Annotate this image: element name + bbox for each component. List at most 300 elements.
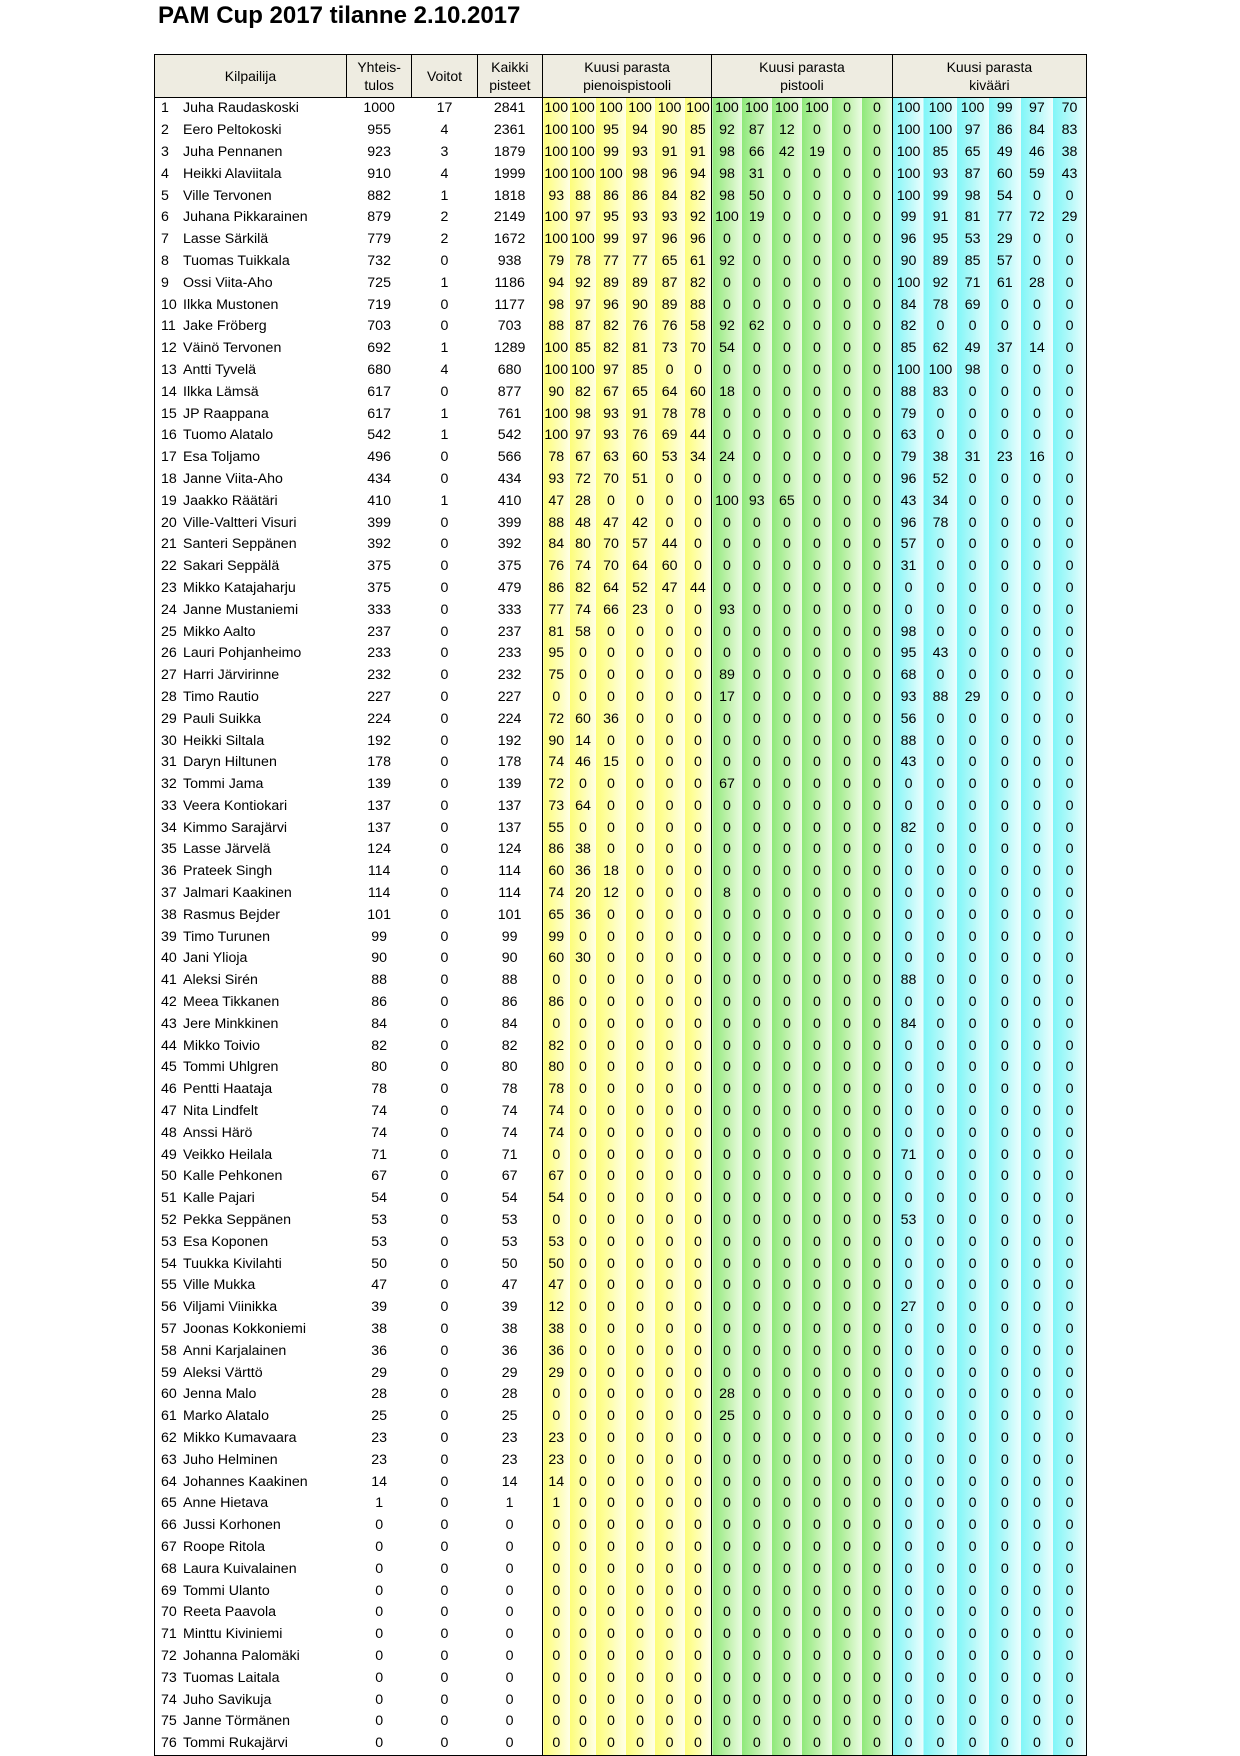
wins-cell: 2 — [440, 209, 449, 226]
air-pistol-cell: 0 — [655, 512, 685, 534]
competitor-cell — [155, 1624, 347, 1646]
air-pistol-cell: 0 — [655, 1428, 685, 1450]
air-pistol-cell: 0 — [655, 1689, 685, 1711]
wins-cell: 1 — [440, 427, 449, 444]
air-pistol-cell: 80 — [543, 1057, 570, 1079]
pistol-cell: 0 — [832, 316, 862, 338]
air-pistol-cell: 67 — [543, 1166, 570, 1188]
wins-cell: 0 — [440, 688, 449, 705]
rifle-cell: 0 — [924, 1646, 956, 1668]
all-points-cell: 1186 — [494, 274, 525, 291]
rifle-cell: 0 — [924, 817, 956, 839]
pistol-cell: 0 — [742, 1297, 772, 1319]
rank: 47 — [161, 1103, 177, 1120]
rank: 7 — [161, 231, 169, 248]
rifle-cell: 0 — [924, 316, 956, 338]
rank: 72 — [161, 1647, 177, 1664]
all-points-cell: 53 — [501, 1212, 518, 1229]
wins-cell: 0 — [440, 928, 449, 945]
rifle-cell: 95 — [892, 643, 924, 665]
air-pistol-cell: 0 — [626, 1515, 655, 1537]
air-pistol-cell: 0 — [596, 1515, 625, 1537]
rifle-cell: 0 — [892, 1449, 924, 1471]
pistol-cell: 17 — [712, 687, 742, 709]
rifle-cell: 59 — [1021, 163, 1053, 185]
rifle-cell: 0 — [924, 926, 956, 948]
pistol-cell: 0 — [832, 360, 862, 382]
rifle-cell: 0 — [989, 643, 1021, 665]
rifle-cell: 0 — [892, 1624, 924, 1646]
rifle-cell: 57 — [892, 534, 924, 556]
pistol-cell: 0 — [772, 294, 802, 316]
rifle-cell: 49 — [989, 142, 1021, 164]
rank: 23 — [161, 579, 177, 596]
pistol-cell: 0 — [832, 1362, 862, 1384]
pistol-cell: 0 — [772, 578, 802, 600]
air-pistol-cell: 80 — [570, 534, 597, 556]
pistol-cell: 0 — [772, 1188, 802, 1210]
rifle-cell: 0 — [989, 861, 1021, 883]
air-pistol-cell: 0 — [626, 1580, 655, 1602]
air-pistol-cell: 0 — [570, 1362, 597, 1384]
competitor-cell — [155, 229, 347, 251]
table-row — [155, 338, 1087, 360]
rifle-cell: 70 — [1053, 98, 1086, 120]
air-pistol-cell: 0 — [596, 730, 625, 752]
wins-cell: 1 — [440, 187, 449, 204]
rifle-cell: 88 — [892, 970, 924, 992]
rifle-cell: 0 — [1021, 883, 1053, 905]
rifle-cell: 57 — [989, 251, 1021, 273]
rank: 73 — [161, 1669, 177, 1686]
pistol-cell: 0 — [802, 839, 832, 861]
rank: 56 — [161, 1299, 177, 1316]
wins-cell: 1 — [440, 492, 449, 509]
pistol-cell: 0 — [862, 1384, 892, 1406]
pistol-cell: 0 — [862, 665, 892, 687]
rifle-cell: 0 — [957, 948, 989, 970]
air-pistol-cell: 47 — [655, 578, 685, 600]
pistol-cell: 0 — [832, 1711, 862, 1733]
competitor-cell — [155, 643, 347, 665]
rifle-cell: 0 — [892, 1275, 924, 1297]
pistol-cell: 0 — [862, 1253, 892, 1275]
rifle-cell: 97 — [1021, 98, 1053, 120]
pistol-cell: 0 — [742, 1231, 772, 1253]
air-pistol-cell: 60 — [543, 948, 570, 970]
pistol-cell: 0 — [832, 1493, 862, 1515]
pistol-cell: 0 — [772, 752, 802, 774]
total-cell: 78 — [371, 1081, 388, 1098]
air-pistol-cell: 0 — [626, 1711, 655, 1733]
wins-cell: 0 — [440, 710, 449, 727]
air-pistol-cell: 0 — [685, 1079, 712, 1101]
pistol-cell: 0 — [772, 1580, 802, 1602]
air-pistol-cell: 60 — [570, 708, 597, 730]
pistol-cell: 0 — [862, 1210, 892, 1232]
air-pistol-cell: 74 — [570, 599, 597, 621]
pistol-cell: 0 — [742, 1537, 772, 1559]
pistol-cell: 0 — [802, 1101, 832, 1123]
rifle-cell: 0 — [957, 1558, 989, 1580]
rifle-cell: 0 — [957, 1646, 989, 1668]
pistol-cell: 0 — [832, 185, 862, 207]
pistol-cell: 0 — [742, 1166, 772, 1188]
competitor-name: Tommi Ulanto — [183, 1582, 270, 1599]
rifle-cell: 52 — [924, 469, 956, 491]
total-cell: 227 — [367, 688, 391, 705]
rifle-cell: 0 — [1053, 1275, 1086, 1297]
competitor-name: Lauri Pohjanheimo — [183, 645, 302, 662]
rifle-cell: 0 — [1053, 752, 1086, 774]
rifle-cell: 0 — [924, 1101, 956, 1123]
wins-cell: 0 — [440, 819, 449, 836]
rifle-cell: 0 — [957, 817, 989, 839]
pistol-cell: 100 — [802, 98, 832, 120]
pistol-cell: 0 — [862, 1035, 892, 1057]
wins-cell: 0 — [440, 1342, 449, 1359]
total-header: Yhteis- tulos — [346, 55, 411, 98]
pistol-cell: 0 — [862, 120, 892, 142]
rank: 43 — [161, 1015, 177, 1032]
rifle-cell: 0 — [1021, 774, 1053, 796]
total-cell: 101 — [367, 906, 391, 923]
rifle-cell: 0 — [989, 1079, 1021, 1101]
pistol-cell: 0 — [862, 1580, 892, 1602]
air-pistol-cell: 0 — [685, 643, 712, 665]
pistol-cell: 0 — [802, 534, 832, 556]
rifle-cell: 0 — [924, 1057, 956, 1079]
table-row — [155, 1101, 1087, 1123]
all-points-cell: 82 — [501, 1037, 518, 1054]
air-pistol-cell: 0 — [543, 1210, 570, 1232]
competitor-cell — [155, 490, 347, 512]
pistol-cell: 0 — [862, 229, 892, 251]
all-points-cell: 479 — [497, 579, 522, 596]
air-pistol-cell: 0 — [543, 1515, 570, 1537]
air-pistol-cell: 0 — [570, 1319, 597, 1341]
air-pistol-cell: 14 — [543, 1471, 570, 1493]
pistol-cell: 0 — [742, 403, 772, 425]
pistol-cell: 0 — [802, 338, 832, 360]
air-pistol-cell: 74 — [570, 556, 597, 578]
pistol-cell: 0 — [712, 817, 742, 839]
pistol-cell: 0 — [712, 1253, 742, 1275]
wins-cell: 0 — [440, 1691, 449, 1708]
pistol-cell: 0 — [802, 926, 832, 948]
competitor-name: Daryn Hiltunen — [183, 754, 277, 771]
pistol-cell: 0 — [742, 970, 772, 992]
rifle-cell: 0 — [892, 1428, 924, 1450]
table-row — [155, 1646, 1087, 1668]
table-row — [155, 512, 1087, 534]
rifle-cell: 0 — [1021, 992, 1053, 1014]
pistol-cell: 66 — [742, 142, 772, 164]
competitor-cell — [155, 142, 347, 164]
rifle-cell: 62 — [924, 338, 956, 360]
rifle-cell: 96 — [892, 512, 924, 534]
rifle-cell: 88 — [924, 687, 956, 709]
air-pistol-cell: 84 — [655, 185, 685, 207]
total-cell: 542 — [367, 427, 391, 444]
pistol-cell: 25 — [712, 1406, 742, 1428]
rank: 61 — [161, 1408, 177, 1425]
pistol-cell: 0 — [802, 970, 832, 992]
table-row — [155, 1166, 1087, 1188]
air-pistol-cell: 0 — [596, 1013, 625, 1035]
air-pistol-cell: 0 — [685, 1580, 712, 1602]
rifle-cell: 0 — [989, 1580, 1021, 1602]
pistol-cell: 0 — [832, 1471, 862, 1493]
air-pistol-cell: 0 — [655, 1384, 685, 1406]
rifle-cell: 0 — [1053, 534, 1086, 556]
competitor-name: Juha Raudaskoski — [183, 100, 299, 117]
wins-cell: 0 — [440, 579, 449, 596]
air-pistol-cell: 0 — [570, 643, 597, 665]
competitor-cell — [155, 1471, 347, 1493]
pistol-cell: 0 — [742, 360, 772, 382]
table-row — [155, 1406, 1087, 1428]
air-pistol-cell: 0 — [626, 1013, 655, 1035]
pistol-cell: 0 — [832, 1231, 862, 1253]
table-row — [155, 1471, 1087, 1493]
standings-table — [154, 54, 1087, 1756]
air-pistol-cell: 87 — [570, 316, 597, 338]
pistol-cell: 0 — [742, 229, 772, 251]
air-pistol-cell: 0 — [685, 730, 712, 752]
air-pistol-cell: 0 — [626, 839, 655, 861]
competitor-cell — [155, 469, 347, 491]
pistol-cell: 0 — [742, 643, 772, 665]
rifle-cell: 0 — [892, 1689, 924, 1711]
total-cell: 617 — [367, 405, 391, 422]
air-pistol-cell: 0 — [655, 1733, 685, 1755]
air-pistol-cell: 96 — [596, 294, 625, 316]
air-pistol-cell: 0 — [596, 1449, 625, 1471]
rifle-cell: 0 — [957, 1101, 989, 1123]
rifle-cell: 0 — [924, 1253, 956, 1275]
all-points-cell: 178 — [497, 754, 522, 771]
rank: 76 — [161, 1735, 177, 1752]
pistol-cell: 0 — [772, 1449, 802, 1471]
competitor-name: Juha Pennanen — [183, 143, 283, 160]
air-pistol-cell: 0 — [596, 1188, 625, 1210]
rifle-cell: 0 — [957, 1231, 989, 1253]
rifle-cell: 100 — [892, 120, 924, 142]
air-pistol-cell: 0 — [596, 1319, 625, 1341]
pistol-cell: 0 — [772, 251, 802, 273]
competitor-cell — [155, 381, 347, 403]
all-points-cell: 137 — [497, 797, 522, 814]
competitor-name: Heikki Alaviitala — [183, 165, 282, 182]
rifle-cell: 0 — [957, 1667, 989, 1689]
wins-cell: 0 — [440, 1538, 449, 1555]
air-pistol-cell: 0 — [570, 992, 597, 1014]
pistol-cell: 0 — [742, 1188, 772, 1210]
rifle-cell: 0 — [924, 1013, 956, 1035]
rank: 27 — [161, 667, 177, 684]
rank: 71 — [161, 1626, 177, 1643]
rifle-cell: 0 — [989, 1646, 1021, 1668]
competitor-cell — [155, 251, 347, 273]
air-pistol-cell: 99 — [596, 229, 625, 251]
air-pistol-cell: 86 — [543, 992, 570, 1014]
rifle-cell: 0 — [1053, 1384, 1086, 1406]
rifle-cell: 0 — [1021, 1646, 1053, 1668]
air-pistol-cell: 0 — [626, 1471, 655, 1493]
rank: 5 — [161, 187, 169, 204]
all-points-cell: 137 — [497, 819, 522, 836]
rifle-cell: 0 — [1053, 861, 1086, 883]
pistol-cell: 0 — [832, 490, 862, 512]
air-pistol-cell: 64 — [596, 578, 625, 600]
pistol-cell: 0 — [802, 1689, 832, 1711]
air-pistol-cell: 65 — [655, 251, 685, 273]
all-points-cell: 192 — [497, 732, 522, 749]
air-pistol-cell: 0 — [626, 1384, 655, 1406]
competitor-name: Santeri Seppänen — [183, 536, 297, 553]
pistol-cell: 0 — [802, 1711, 832, 1733]
competitor-name: Kalle Pehkonen — [183, 1168, 283, 1185]
pistol-cell: 0 — [832, 120, 862, 142]
air-pistol-cell: 81 — [543, 621, 570, 643]
pistol-cell: 0 — [712, 1471, 742, 1493]
rifle-cell: 0 — [989, 1558, 1021, 1580]
rifle-cell: 0 — [1053, 403, 1086, 425]
rifle-cell: 37 — [989, 338, 1021, 360]
pistol-cell: 28 — [712, 1384, 742, 1406]
rifle-cell: 0 — [1021, 512, 1053, 534]
pistol-cell: 0 — [742, 904, 772, 926]
wins-cell: 0 — [440, 972, 449, 989]
pistol-cell: 0 — [772, 883, 802, 905]
pistol-cell: 0 — [802, 207, 832, 229]
air-pistol-cell: 0 — [685, 1733, 712, 1755]
rifle-cell: 0 — [989, 687, 1021, 709]
air-pistol-cell: 0 — [685, 1493, 712, 1515]
pistol-cell: 0 — [862, 578, 892, 600]
total-cell: 25 — [371, 1408, 388, 1425]
all-points-cell: 680 — [497, 361, 522, 378]
rifle-cell: 0 — [1053, 708, 1086, 730]
rifle-cell: 0 — [924, 730, 956, 752]
rifle-cell: 0 — [1021, 1297, 1053, 1319]
pistol-cell: 0 — [862, 98, 892, 120]
pistol-cell: 0 — [712, 1319, 742, 1341]
air-pistol-cell: 0 — [543, 687, 570, 709]
pistol-cell: 0 — [832, 948, 862, 970]
rifle-cell: 0 — [924, 1231, 956, 1253]
all-points-cell: 566 — [497, 449, 522, 466]
rifle-cell: 0 — [1053, 687, 1086, 709]
air-pistol-cell: 63 — [596, 447, 625, 469]
rank: 42 — [161, 994, 177, 1011]
pistol-cell: 0 — [832, 1035, 862, 1057]
pistol-cell: 0 — [802, 316, 832, 338]
table-row — [155, 1558, 1087, 1580]
pistol-cell: 0 — [802, 1558, 832, 1580]
table-row — [155, 883, 1087, 905]
pistol-cell: 0 — [862, 338, 892, 360]
rifle-cell: 0 — [892, 1166, 924, 1188]
rifle-cell: 0 — [1021, 796, 1053, 818]
competitor-cell — [155, 1013, 347, 1035]
rifle-cell: 34 — [924, 490, 956, 512]
rifle-cell: 0 — [989, 708, 1021, 730]
air-pistol-cell: 0 — [626, 1537, 655, 1559]
table-row — [155, 1602, 1087, 1624]
competitor-cell — [155, 1340, 347, 1362]
rifle-cell: 79 — [892, 447, 924, 469]
rifle-cell: 0 — [957, 490, 989, 512]
air-pistol-cell: 0 — [626, 948, 655, 970]
air-pistol-cell: 0 — [626, 1079, 655, 1101]
rifle-cell: 89 — [924, 251, 956, 273]
total-cell: 232 — [367, 667, 391, 684]
competitor-cell — [155, 1231, 347, 1253]
pistol-cell: 0 — [832, 1733, 862, 1755]
rifle-cell: 88 — [892, 381, 924, 403]
pistol-cell: 0 — [742, 425, 772, 447]
rifle-cell: 0 — [1053, 1428, 1086, 1450]
rank: 19 — [161, 492, 177, 509]
pistol-cell: 0 — [712, 1101, 742, 1123]
wins-cell: 0 — [440, 1124, 449, 1141]
pistol-cell: 0 — [772, 904, 802, 926]
rifle-cell: 0 — [1053, 381, 1086, 403]
pistol-cell: 0 — [802, 904, 832, 926]
table-row — [155, 1013, 1087, 1035]
air-pistol-cell: 0 — [655, 752, 685, 774]
pistol-cell: 0 — [862, 1231, 892, 1253]
air-pistol-cell: 60 — [543, 861, 570, 883]
total-cell: 237 — [367, 623, 391, 640]
pistol-cell: 0 — [772, 1646, 802, 1668]
table-row — [155, 1428, 1087, 1450]
air-pistol-cell: 0 — [685, 1210, 712, 1232]
pistol-cell: 0 — [862, 1428, 892, 1450]
air-pistol-cell: 0 — [543, 1384, 570, 1406]
air-pistol-cell: 67 — [596, 381, 625, 403]
pistol-cell: 0 — [862, 381, 892, 403]
pistol-cell: 0 — [772, 643, 802, 665]
table-row — [155, 926, 1087, 948]
air-pistol-cell: 0 — [626, 665, 655, 687]
competitor-cell — [155, 447, 347, 469]
pistol-cell: 0 — [712, 512, 742, 534]
pistol-cell: 0 — [742, 599, 772, 621]
wins-cell: 0 — [440, 1386, 449, 1403]
air-pistol-cell: 46 — [570, 752, 597, 774]
air-pistol-cell: 0 — [570, 1079, 597, 1101]
air-pistol-cell: 0 — [626, 1188, 655, 1210]
competitor-name: Tuomo Alatalo — [183, 427, 274, 444]
pistol-cell: 100 — [712, 490, 742, 512]
air-pistol-cell: 0 — [570, 1689, 597, 1711]
rifle-cell: 0 — [924, 1079, 956, 1101]
air-pistol-cell: 100 — [685, 98, 712, 120]
pistol-cell: 0 — [772, 1122, 802, 1144]
air-pistol-cell: 92 — [570, 272, 597, 294]
rifle-cell: 0 — [1021, 1231, 1053, 1253]
rifle-cell: 0 — [957, 1537, 989, 1559]
air-pistol-cell: 88 — [570, 185, 597, 207]
air-pistol-cell: 0 — [655, 904, 685, 926]
air-pistol-cell: 98 — [626, 163, 655, 185]
rifle-cell: 0 — [957, 774, 989, 796]
air-pistol-cell: 70 — [685, 338, 712, 360]
air-pistol-cell: 0 — [543, 1733, 570, 1755]
